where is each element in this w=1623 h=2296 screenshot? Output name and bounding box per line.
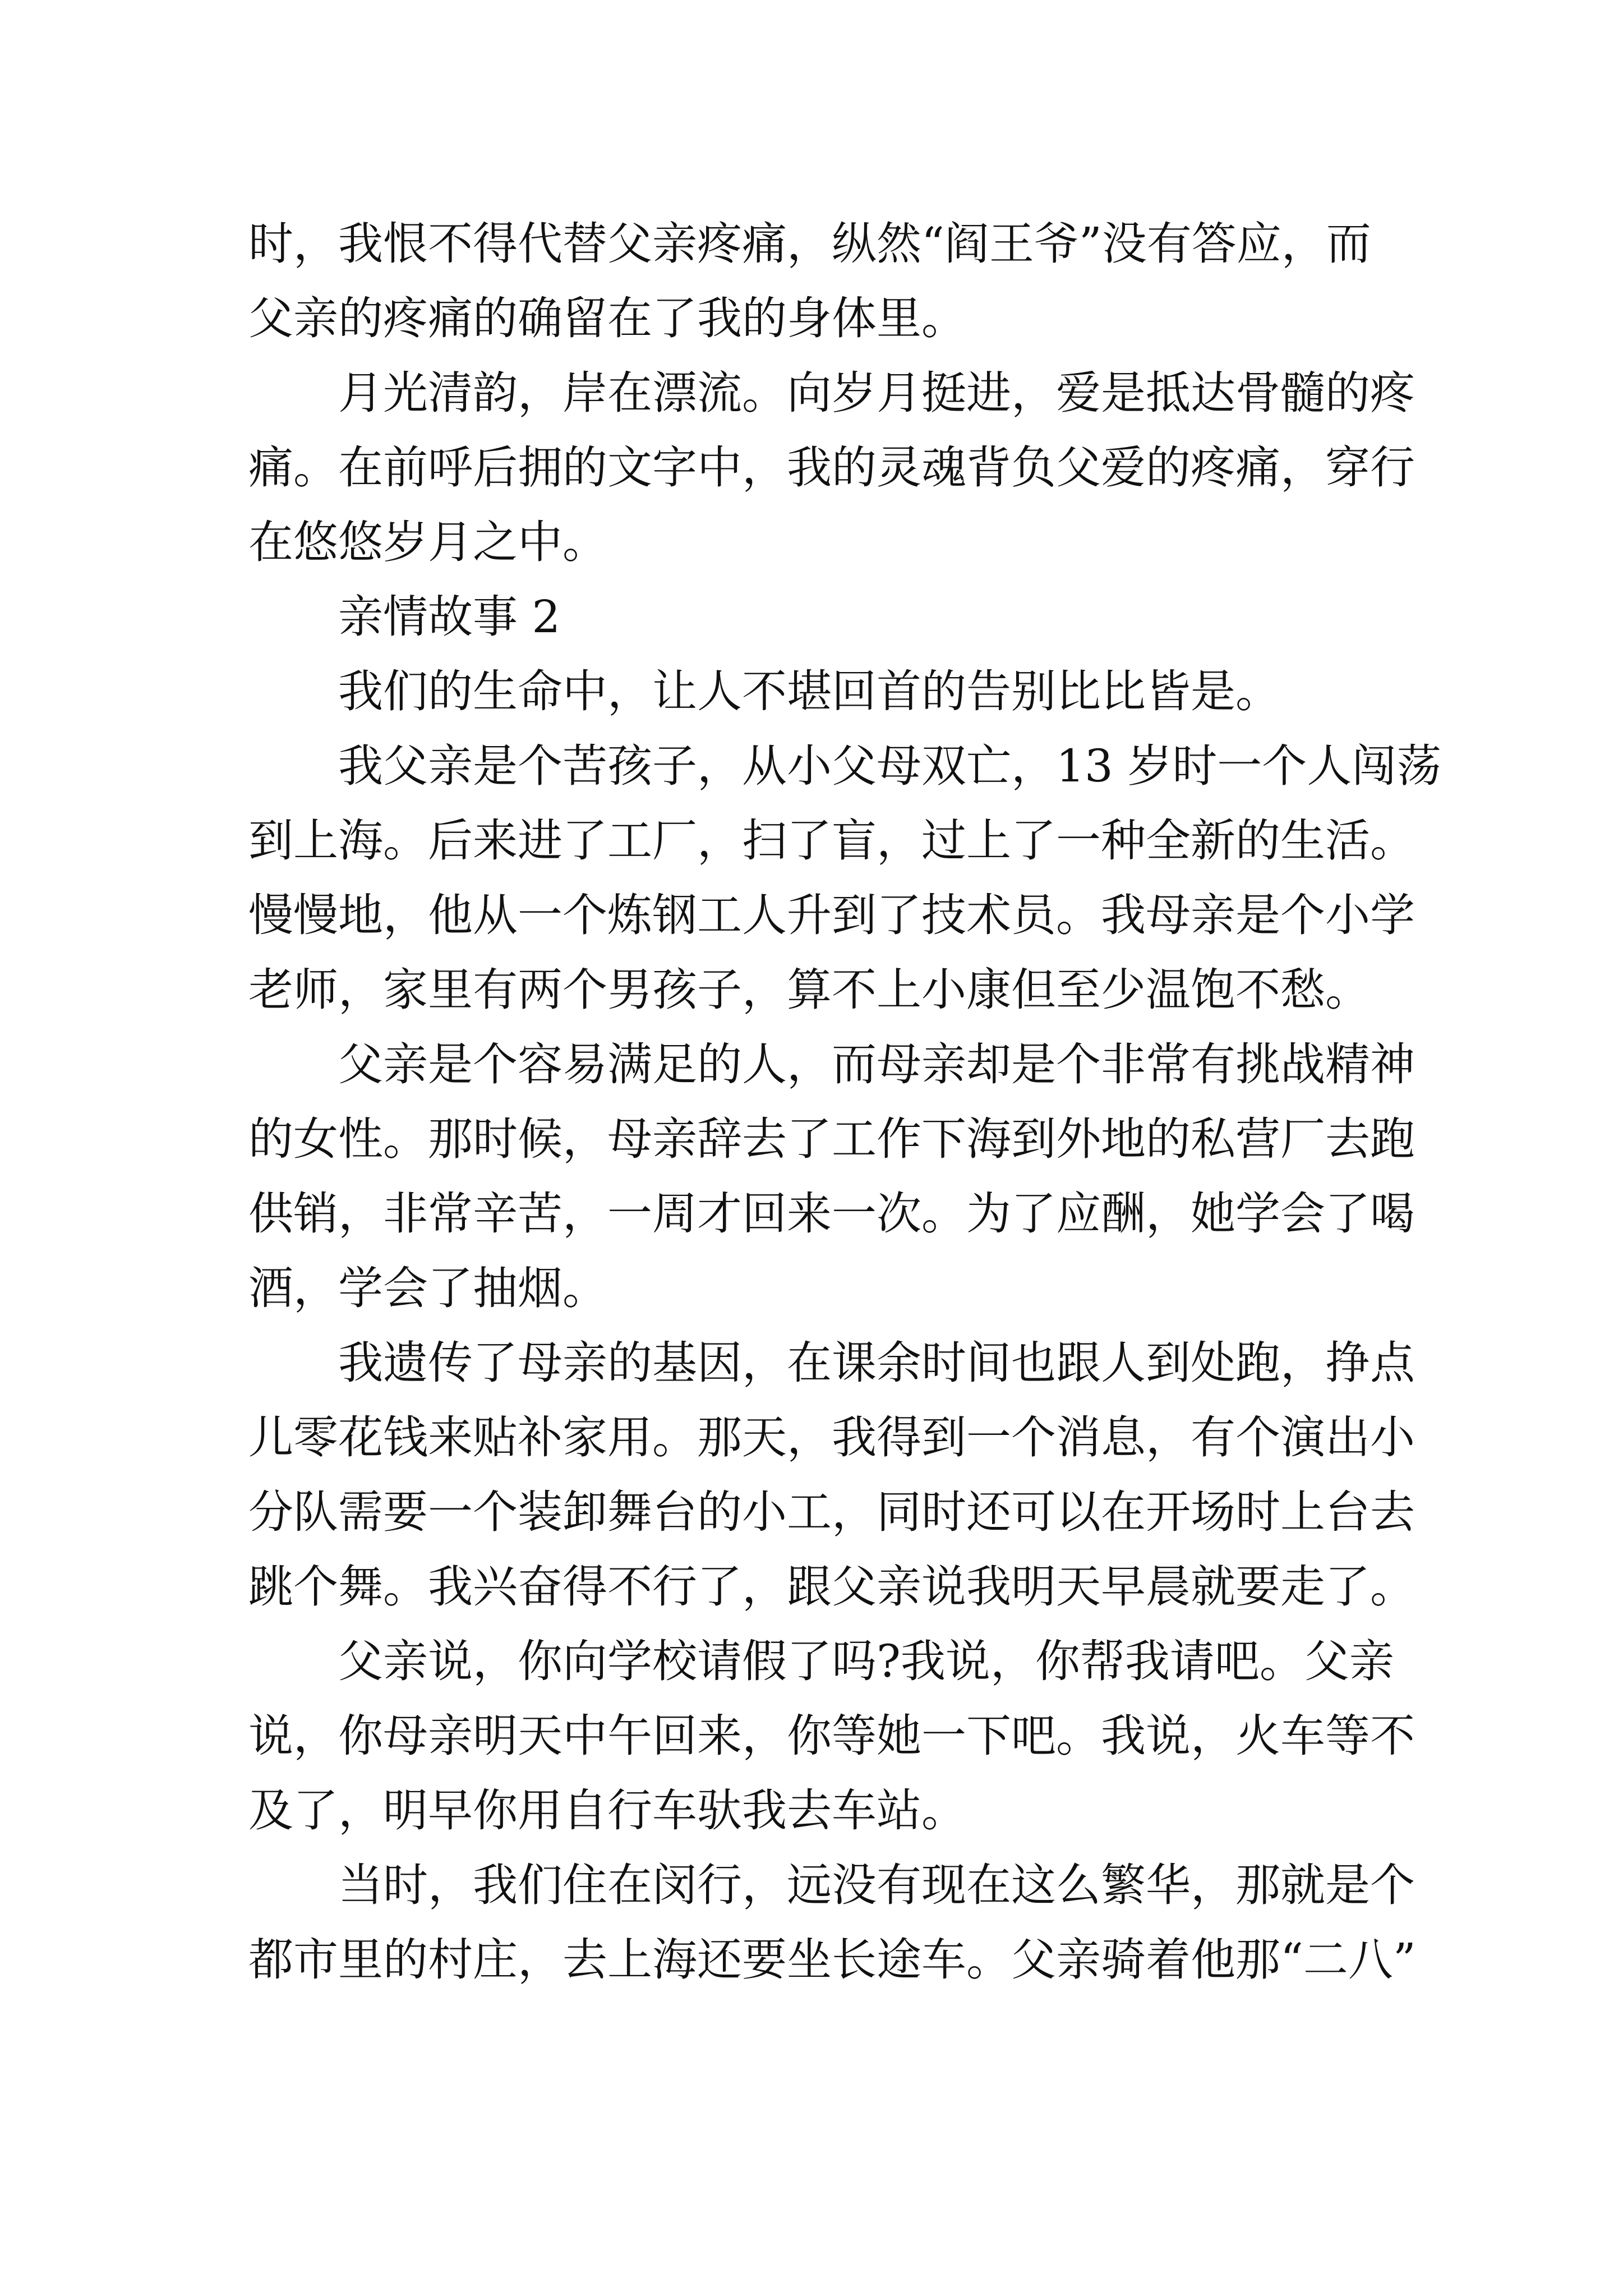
text-line: 我们的生命中，让人不堪回首的告别比比皆是。	[338, 665, 1280, 717]
text-line: 在悠悠岁月之中。	[248, 516, 607, 568]
text-line: 酒，学会了抽烟。	[248, 1262, 607, 1314]
text-line: 慢慢地，他从一个炼钢工人升到了技术员。我母亲是个小学	[248, 889, 1415, 941]
text-line: 老师，家里有两个男孩子，算不上小康但至少温饱不愁。	[248, 964, 1370, 1016]
text-line: 父亲的疼痛的确留在了我的身体里。	[248, 292, 966, 344]
text-line: 说，你母亲明天中午回来，你等她一下吧。我说，火车等不	[248, 1710, 1415, 1762]
text-line: 痛。在前呼后拥的文字中，我的灵魂背负父爱的疼痛，穿行	[248, 441, 1415, 494]
text-line: 供销，非常辛苦，一周才回来一次。为了应酬，她学会了喝	[248, 1188, 1415, 1240]
text-line: 跳个舞。我兴奋得不行了，跟父亲说我明天早晨就要走了。	[248, 1561, 1415, 1613]
text-line: 的女性。那时候，母亲辞去了工作下海到外地的私营厂去跑	[248, 1113, 1415, 1165]
text-line: 我遗传了母亲的基因，在课余时间也跟人到处跑，挣点	[338, 1337, 1415, 1389]
text-line: 亲情故事 2	[338, 591, 561, 643]
text-line: 到上海。后来进了工厂，扫了盲，过上了一种全新的生活。	[248, 815, 1415, 867]
text-line: 月光清韵，岸在漂流。向岁月挺进，爱是抵达骨髓的疼	[338, 367, 1415, 419]
text-line: 时，我恨不得代替父亲疼痛，纵然“阎王爷”没有答应，而	[248, 218, 1371, 270]
text-line: 我父亲是个苦孩子，从小父母双亡，13 岁时一个人闯荡	[338, 740, 1442, 792]
text-line: 父亲说，你向学校请假了吗?我说，你帮我请吧。父亲	[338, 1635, 1394, 1687]
text-line: 父亲是个容易满足的人，而母亲却是个非常有挑战精神	[338, 1038, 1415, 1091]
text-line: 当时，我们住在闵行，远没有现在这么繁华，那就是个	[338, 1859, 1415, 1911]
text-line: 分队需要一个装卸舞台的小工，同时还可以在开场时上台去	[248, 1486, 1415, 1538]
text-line: 及了，明早你用自行车驮我去车站。	[248, 1784, 966, 1837]
text-line: 都市里的村庄，去上海还要坐长途车。父亲骑着他那“二八”	[248, 1934, 1416, 1986]
text-line: 儿零花钱来贴补家用。那天，我得到一个消息，有个演出小	[248, 1411, 1415, 1464]
